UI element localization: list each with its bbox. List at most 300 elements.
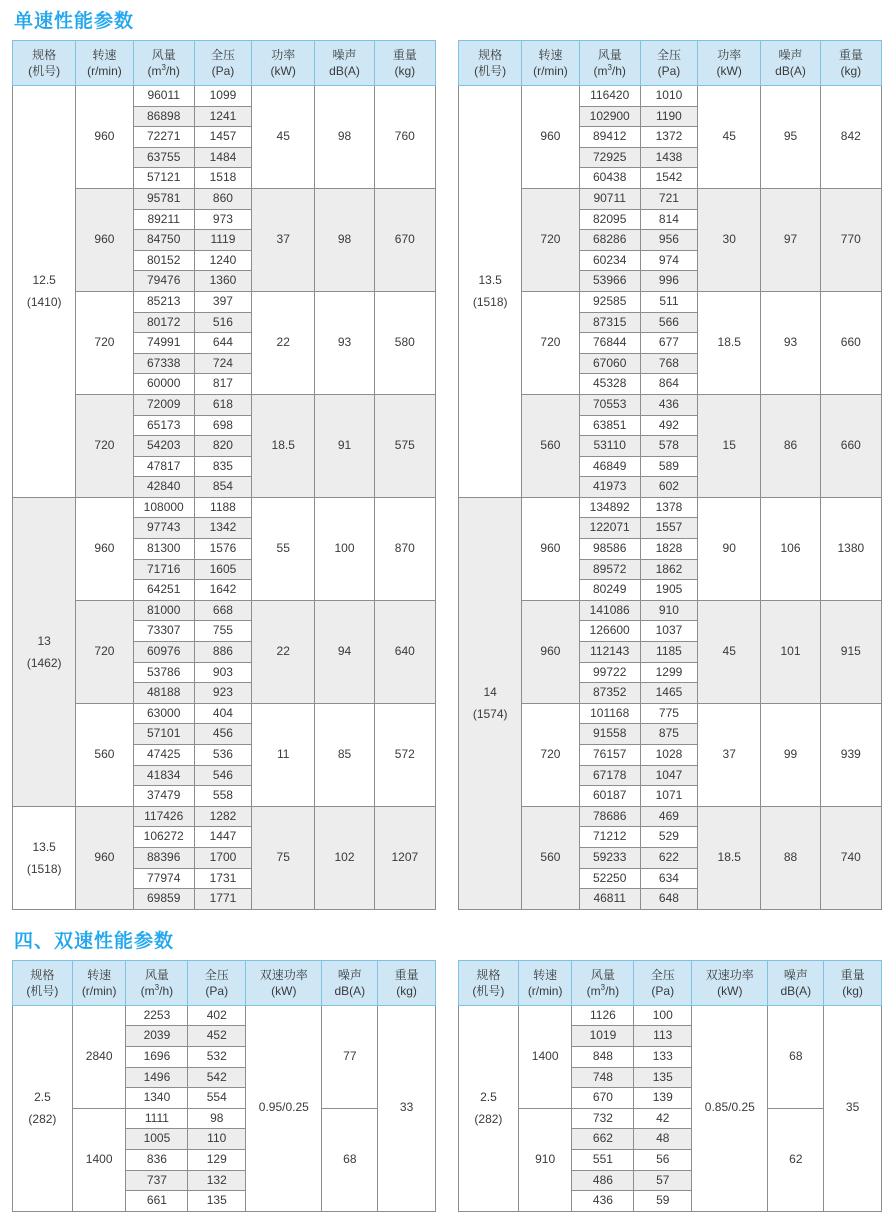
- table-row: [459, 394, 882, 415]
- cell-weight: 915: [820, 600, 881, 703]
- cell-pressure: 566: [640, 312, 697, 333]
- header-model: [13, 41, 76, 86]
- cell-rpm: 2840: [72, 1005, 126, 1108]
- header-weight: [378, 960, 436, 1005]
- table-header-row: [13, 960, 436, 1005]
- cell-pressure: 1099: [194, 86, 251, 107]
- cell-pressure: 634: [640, 868, 697, 889]
- header-model-primary: 规格: [476, 967, 501, 982]
- cell-pressure: 113: [634, 1026, 692, 1047]
- cell-flow: 47817: [133, 456, 194, 477]
- table-row: [459, 188, 882, 209]
- cell-pressure: 129: [188, 1149, 246, 1170]
- cell-power: 22: [252, 291, 315, 394]
- table-row: [459, 291, 882, 312]
- cell-flow: 98586: [579, 539, 640, 560]
- cell-weight: 939: [820, 703, 881, 806]
- header-noise-primary: 噪声: [332, 47, 357, 62]
- cell-flow: 91558: [579, 724, 640, 745]
- header-flow-unit-exponent: 3: [600, 982, 606, 992]
- header-pressure-unit: (Pa): [211, 64, 235, 78]
- cell-flow: 1005: [126, 1129, 188, 1150]
- header-weight-primary: 重量: [392, 47, 417, 62]
- cell-flow: 67338: [133, 353, 194, 374]
- header-power-primary: 双速功率: [259, 967, 308, 982]
- header-model-primary: 规格: [478, 47, 503, 62]
- cell-power: 18.5: [252, 394, 315, 497]
- cell-flow: 670: [572, 1088, 634, 1109]
- cell-weight: 660: [820, 291, 881, 394]
- header-flow-primary: 风量: [144, 967, 169, 982]
- header-rpm: [72, 960, 126, 1005]
- cell-flow: 97743: [133, 518, 194, 539]
- header-flow-unit-b: /h): [159, 983, 174, 998]
- model-name: 12.5: [32, 273, 56, 288]
- table-header-row: [459, 41, 882, 86]
- cell-pressure: 677: [640, 333, 697, 354]
- cell-flow: 748: [572, 1067, 634, 1088]
- cell-rpm: 1400: [72, 1108, 126, 1211]
- cell-flow: 89412: [579, 127, 640, 148]
- cell-flow: 57121: [133, 168, 194, 189]
- header-model-unit: (机号): [474, 64, 507, 78]
- cell-rpm: 960: [522, 86, 579, 189]
- cell-pressure: 864: [640, 374, 697, 395]
- cell-pressure: 835: [194, 456, 251, 477]
- table-row: [13, 1108, 436, 1129]
- header-rpm: [518, 960, 572, 1005]
- cell-flow: 141086: [579, 600, 640, 621]
- cell-pressure: 397: [194, 291, 251, 312]
- cell-pressure: 1047: [640, 765, 697, 786]
- cell-pressure: 956: [640, 230, 697, 251]
- cell-rpm: 720: [522, 703, 579, 806]
- header-noise-unit: dB(A): [775, 64, 806, 78]
- table-row: [13, 86, 436, 107]
- cell-flow: 54203: [133, 436, 194, 457]
- cell-model: [13, 806, 76, 909]
- header-flow-unit-exponent: 3: [607, 63, 612, 72]
- model-name: 13.5: [32, 839, 56, 854]
- cell-flow: 116420: [579, 86, 640, 107]
- cell-pressure: 404: [194, 703, 251, 724]
- header-power-unit: (kW): [271, 983, 297, 998]
- cell-pressure: 973: [194, 209, 251, 230]
- cell-noise: 102: [315, 806, 374, 909]
- cell-flow: 1340: [126, 1088, 188, 1109]
- cell-weight: 870: [374, 497, 435, 600]
- header-rpm: [522, 41, 579, 86]
- cell-pressure: 1378: [640, 497, 697, 518]
- header-noise: [761, 41, 820, 86]
- cell-power: 37: [698, 703, 761, 806]
- cell-pressure: 817: [194, 374, 251, 395]
- header-flow-unit: [572, 983, 633, 999]
- dual-speed-table-right: [458, 960, 882, 1212]
- header-flow-primary: 风量: [590, 967, 615, 982]
- cell-pressure: 755: [194, 621, 251, 642]
- header-rpm-unit: (r/min): [87, 64, 122, 78]
- cell-noise: 106: [761, 497, 820, 600]
- header-flow: [579, 41, 640, 86]
- cell-pressure: 775: [640, 703, 697, 724]
- cell-flow: 2039: [126, 1026, 188, 1047]
- header-weight-primary: 重量: [840, 967, 865, 982]
- cell-flow: 70553: [579, 394, 640, 415]
- cell-pressure: 1342: [194, 518, 251, 539]
- cell-pressure: 1240: [194, 250, 251, 271]
- cell-power: 55: [252, 497, 315, 600]
- cell-noise: 62: [768, 1108, 824, 1211]
- header-flow-unit-a: (m: [593, 64, 608, 78]
- cell-flow: 836: [126, 1149, 188, 1170]
- header-noise-primary: 噪声: [778, 47, 803, 62]
- cell-weight: 842: [820, 86, 881, 189]
- header-flow-unit-a: (m: [147, 64, 162, 78]
- cell-noise: 77: [322, 1005, 378, 1108]
- header-model-primary: 规格: [32, 47, 57, 62]
- cell-rpm: 720: [522, 188, 579, 291]
- cell-flow: 67060: [579, 353, 640, 374]
- cell-flow: 551: [572, 1149, 634, 1170]
- cell-flow: 106272: [133, 827, 194, 848]
- header-noise: [322, 960, 378, 1005]
- cell-pressure: 56: [634, 1149, 692, 1170]
- cell-weight: 670: [374, 188, 435, 291]
- cell-pressure: 110: [188, 1129, 246, 1150]
- header-weight: [820, 41, 881, 86]
- cell-power: 18.5: [698, 806, 761, 909]
- cell-noise: 97: [761, 188, 820, 291]
- cell-flow: 72925: [579, 147, 640, 168]
- cell-flow: 848: [572, 1046, 634, 1067]
- header-power: [252, 41, 315, 86]
- cell-rpm: 720: [76, 600, 133, 703]
- cell-pressure: 1299: [640, 662, 697, 683]
- cell-power: 15: [698, 394, 761, 497]
- cell-rpm: 960: [76, 497, 133, 600]
- cell-flow: 37479: [133, 786, 194, 807]
- cell-pressure: 1028: [640, 745, 697, 766]
- cell-flow: 59233: [579, 847, 640, 868]
- model-name: 14: [483, 685, 497, 700]
- cell-flow: 76844: [579, 333, 640, 354]
- cell-power: 37: [252, 188, 315, 291]
- header-model-primary: 规格: [30, 967, 55, 982]
- cell-flow: 87315: [579, 312, 640, 333]
- cell-pressure: 648: [640, 889, 697, 910]
- header-flow: [126, 960, 188, 1005]
- cell-pressure: 622: [640, 847, 697, 868]
- header-pressure: [640, 41, 697, 86]
- cell-power: 11: [252, 703, 315, 806]
- cell-rpm: 960: [76, 806, 133, 909]
- header-pressure-primary: 全压: [210, 47, 235, 62]
- header-power: [692, 960, 768, 1005]
- cell-flow: 82095: [579, 209, 640, 230]
- cell-pressure: 511: [640, 291, 697, 312]
- cell-pressure: 132: [188, 1170, 246, 1191]
- cell-model: [13, 86, 76, 498]
- cell-model: [13, 497, 76, 806]
- cell-pressure: 668: [194, 600, 251, 621]
- cell-flow: 60187: [579, 786, 640, 807]
- cell-power: 18.5: [698, 291, 761, 394]
- cell-pressure: 1010: [640, 86, 697, 107]
- cell-flow: 57101: [133, 724, 194, 745]
- cell-flow: 46849: [579, 456, 640, 477]
- table-row: [13, 394, 436, 415]
- header-flow-unit-exponent: 3: [161, 63, 166, 72]
- section-title-single-speed: 单速性能参数: [14, 11, 135, 32]
- cell-rpm: 720: [522, 291, 579, 394]
- cell-pressure: 100: [634, 1005, 692, 1026]
- cell-pressure: 469: [640, 806, 697, 827]
- cell-flow: 41834: [133, 765, 194, 786]
- header-rpm: [76, 41, 133, 86]
- cell-flow: 53966: [579, 271, 640, 292]
- header-noise-unit: dB(A): [334, 983, 366, 998]
- cell-flow: 78686: [579, 806, 640, 827]
- header-weight-unit: (kg): [394, 64, 416, 78]
- cell-flow: 69859: [133, 889, 194, 910]
- cell-pressure: 1190: [640, 106, 697, 127]
- cell-rpm: 960: [76, 188, 133, 291]
- cell-power: 22: [252, 600, 315, 703]
- cell-flow: 46811: [579, 889, 640, 910]
- cell-weight: 740: [820, 806, 881, 909]
- cell-pressure: 1905: [640, 580, 697, 601]
- cell-flow: 1019: [572, 1026, 634, 1047]
- cell-flow: 102900: [579, 106, 640, 127]
- cell-pressure: 886: [194, 642, 251, 663]
- cell-flow: 486: [572, 1170, 634, 1191]
- header-pressure: [194, 41, 251, 86]
- cell-flow: 74991: [133, 333, 194, 354]
- cell-flow: 47425: [133, 745, 194, 766]
- cell-flow: 73307: [133, 621, 194, 642]
- cell-pressure: 814: [640, 209, 697, 230]
- cell-pressure: 133: [634, 1046, 692, 1067]
- cell-pressure: 1438: [640, 147, 697, 168]
- header-weight-primary: 重量: [838, 47, 863, 62]
- cell-flow: 99722: [579, 662, 640, 683]
- cell-model: [13, 1005, 73, 1211]
- cell-rpm: 560: [76, 703, 133, 806]
- cell-flow: 101168: [579, 703, 640, 724]
- cell-weight: 760: [374, 86, 435, 189]
- header-rpm-primary: 转速: [87, 967, 112, 982]
- header-pressure: [634, 960, 692, 1005]
- header-flow: [572, 960, 634, 1005]
- cell-flow: 662: [572, 1129, 634, 1150]
- cell-pressure: 529: [640, 827, 697, 848]
- header-pressure-unit: (Pa): [205, 983, 229, 998]
- cell-pressure: 135: [634, 1067, 692, 1088]
- cell-noise: 68: [322, 1108, 378, 1211]
- cell-noise: 88: [761, 806, 820, 909]
- cell-flow: 77974: [133, 868, 194, 889]
- cell-pressure: 456: [194, 724, 251, 745]
- cell-flow: 86898: [133, 106, 194, 127]
- header-flow-unit-b: /h): [611, 64, 626, 78]
- cell-pressure: 139: [634, 1088, 692, 1109]
- table-row: [13, 188, 436, 209]
- cell-flow: 112143: [579, 642, 640, 663]
- single-speed-tables-row: [0, 40, 890, 910]
- single-speed-table-left: [12, 40, 436, 910]
- cell-flow: 48188: [133, 683, 194, 704]
- cell-pressure: 1465: [640, 683, 697, 704]
- cell-weight: 572: [374, 703, 435, 806]
- header-rpm-primary: 转速: [92, 47, 117, 62]
- cell-noise: 94: [315, 600, 374, 703]
- cell-pressure: 860: [194, 188, 251, 209]
- model-code: (282): [28, 1112, 57, 1127]
- cell-pressure: 721: [640, 188, 697, 209]
- model-code: (282): [474, 1112, 503, 1127]
- header-flow-unit: [580, 63, 640, 79]
- table-row: [13, 291, 436, 312]
- cell-rpm: 960: [522, 497, 579, 600]
- cell-flow: 1111: [126, 1108, 188, 1129]
- header-weight-unit: (kg): [842, 983, 863, 998]
- cell-pressure: 1241: [194, 106, 251, 127]
- cell-pressure: 1557: [640, 518, 697, 539]
- cell-pressure: 974: [640, 250, 697, 271]
- cell-pressure: 820: [194, 436, 251, 457]
- cell-pressure: 1071: [640, 786, 697, 807]
- cell-rpm: 910: [518, 1108, 572, 1211]
- cell-pressure: 1360: [194, 271, 251, 292]
- header-noise: [315, 41, 374, 86]
- table-row: [459, 1108, 882, 1129]
- cell-pressure: 57: [634, 1170, 692, 1191]
- cell-pressure: 1642: [194, 580, 251, 601]
- model-code: (1410): [26, 295, 62, 310]
- cell-dual-power: 0.85/0.25: [692, 1005, 768, 1211]
- cell-power: 45: [698, 86, 761, 189]
- cell-flow: 64251: [133, 580, 194, 601]
- cell-pressure: 546: [194, 765, 251, 786]
- table-row: [459, 1005, 882, 1026]
- cell-flow: 1496: [126, 1067, 188, 1088]
- dual-speed-tables-row: [0, 960, 890, 1212]
- cell-power: 45: [698, 600, 761, 703]
- header-model: [13, 960, 73, 1005]
- model-name: 2.5: [480, 1090, 497, 1105]
- cell-flow: 89211: [133, 209, 194, 230]
- header-weight-unit: (kg): [396, 983, 417, 998]
- cell-pressure: 854: [194, 477, 251, 498]
- cell-noise: 68: [768, 1005, 824, 1108]
- cell-rpm: 720: [76, 394, 133, 497]
- cell-flow: 80152: [133, 250, 194, 271]
- dual-speed-table-left: [12, 960, 436, 1212]
- header-weight-primary: 重量: [394, 967, 419, 982]
- cell-pressure: 536: [194, 745, 251, 766]
- cell-flow: 53786: [133, 662, 194, 683]
- cell-model: [459, 86, 522, 498]
- cell-weight: 770: [820, 188, 881, 291]
- cell-model: [459, 497, 522, 909]
- cell-pressure: 1185: [640, 642, 697, 663]
- table-row: [13, 1005, 436, 1026]
- cell-pressure: 135: [188, 1191, 246, 1212]
- header-flow-unit-b: /h): [605, 983, 620, 998]
- header-flow-primary: 风量: [597, 47, 622, 62]
- cell-rpm: 960: [522, 600, 579, 703]
- cell-flow: 63755: [133, 147, 194, 168]
- cell-flow: 81300: [133, 539, 194, 560]
- cell-flow: 52250: [579, 868, 640, 889]
- cell-flow: 41973: [579, 477, 640, 498]
- model-code: (1518): [26, 861, 62, 876]
- cell-flow: 85213: [133, 291, 194, 312]
- cell-noise: 98: [315, 188, 374, 291]
- cell-pressure: 1518: [194, 168, 251, 189]
- cell-pressure: 1605: [194, 559, 251, 580]
- cell-flow: 60234: [579, 250, 640, 271]
- cell-rpm: 720: [76, 291, 133, 394]
- cell-weight: 660: [820, 394, 881, 497]
- cell-pressure: 602: [640, 477, 697, 498]
- section-title-dual-speed: 四、双速性能参数: [14, 930, 175, 952]
- header-pressure-primary: 全压: [204, 967, 229, 982]
- header-pressure: [188, 960, 246, 1005]
- header-pressure-unit: (Pa): [651, 983, 675, 998]
- cell-pressure: 1828: [640, 539, 697, 560]
- cell-pressure: 1119: [194, 230, 251, 251]
- cell-flow: 436: [572, 1191, 634, 1212]
- cell-flow: 63000: [133, 703, 194, 724]
- cell-pressure: 698: [194, 415, 251, 436]
- cell-flow: 1696: [126, 1046, 188, 1067]
- table-header-row: [459, 960, 882, 1005]
- table-row: [459, 703, 882, 724]
- cell-noise: 85: [315, 703, 374, 806]
- cell-pressure: 724: [194, 353, 251, 374]
- header-rpm-primary: 转速: [538, 47, 563, 62]
- cell-power: 30: [698, 188, 761, 291]
- cell-noise: 93: [315, 291, 374, 394]
- cell-pressure: 48: [634, 1129, 692, 1150]
- header-power: [246, 960, 322, 1005]
- cell-flow: 68286: [579, 230, 640, 251]
- cell-power: 90: [698, 497, 761, 600]
- cell-weight: 35: [824, 1005, 882, 1211]
- header-flow-unit-a: (m: [586, 983, 601, 998]
- cell-pressure: 618: [194, 394, 251, 415]
- cell-flow: 76157: [579, 745, 640, 766]
- header-rpm-unit: (r/min): [533, 64, 568, 78]
- cell-flow: 65173: [133, 415, 194, 436]
- cell-dual-power: 0.95/0.25: [246, 1005, 322, 1211]
- cell-noise: 95: [761, 86, 820, 189]
- header-rpm-primary: 转速: [533, 967, 558, 982]
- cell-flow: 79476: [133, 271, 194, 292]
- cell-pressure: 1457: [194, 127, 251, 148]
- cell-flow: 732: [572, 1108, 634, 1129]
- model-code: (1518): [472, 295, 508, 310]
- cell-rpm: 960: [76, 86, 133, 189]
- cell-flow: 80172: [133, 312, 194, 333]
- cell-flow: 96011: [133, 86, 194, 107]
- cell-flow: 71212: [579, 827, 640, 848]
- cell-flow: 122071: [579, 518, 640, 539]
- header-weight: [374, 41, 435, 86]
- header-power-unit: (kW): [716, 64, 742, 78]
